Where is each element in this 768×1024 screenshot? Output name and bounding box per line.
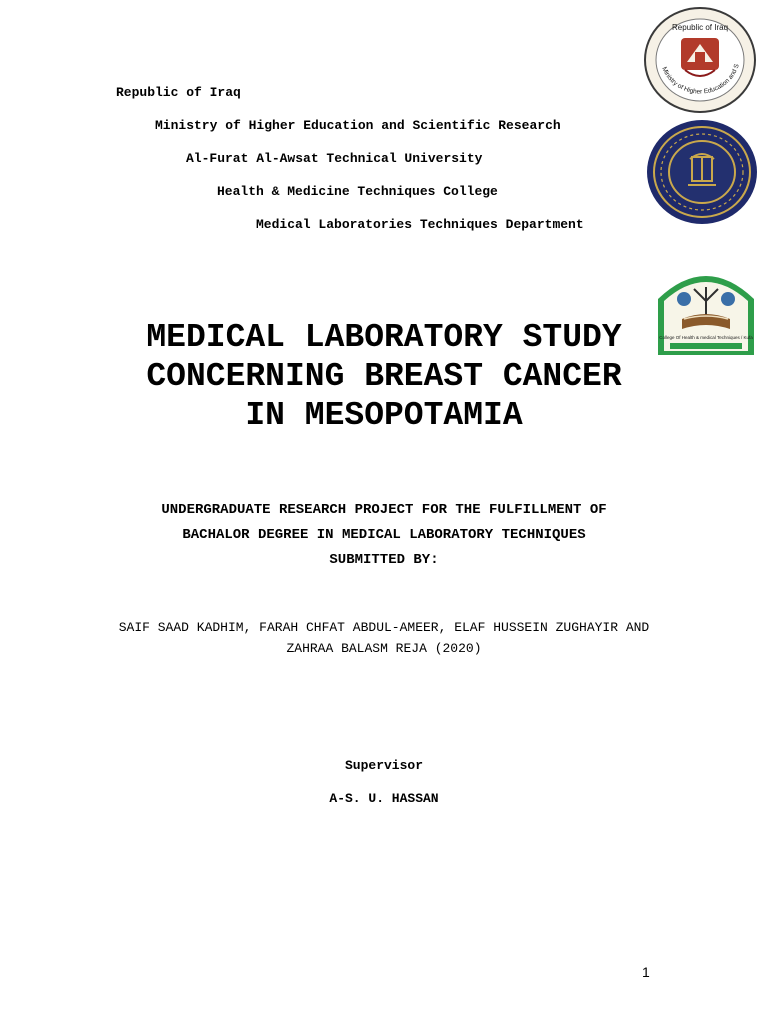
svg-text:Ministry of Higher Education a: Ministry of Higher Education and S: [660, 63, 741, 96]
supervisor-label: Supervisor: [344, 758, 423, 773]
header-college: Health & Medicine Techniques College: [217, 184, 498, 199]
title-line-2: CONCERNING BREAST CANCER: [146, 358, 622, 395]
title-line-1: MEDICAL LABORATORY STUDY: [146, 319, 622, 356]
header-department: Medical Laboratories Techniques Department: [256, 217, 584, 232]
svg-text:Republic of Iraq: Republic of Iraq: [671, 23, 729, 32]
document-title: [0, 318, 768, 435]
ministry-seal-icon: [643, 6, 758, 114]
title-line-3: IN MESOPOTAMIA: [245, 397, 523, 434]
svg-text:College Of Health & medical Te: College Of Health & medical Techniques / Kufa: [659, 335, 753, 340]
page-number: 1: [642, 964, 650, 980]
document-subtitle: [0, 498, 768, 573]
subtitle-line-3: SUBMITTED BY:: [329, 552, 439, 568]
authors-line-1: SAIF SAAD KADHIM, FARAH CHFAT ABDUL-AMEER, ELAF HUSSEIN ZUGHAYIR AND: [118, 620, 650, 635]
header-ministry: Ministry of Higher Education and Scientific Research: [155, 118, 561, 133]
authors-line-2: ZAHRAA BALASM REJA (2020): [286, 641, 482, 656]
subtitle-line-1: UNDERGRADUATE RESEARCH PROJECT FOR THE FULFILLMENT OF: [161, 502, 607, 518]
subtitle-line-2: BACHALOR DEGREE IN MEDICAL LABORATORY TECHNIQUES: [182, 527, 586, 543]
supervisor-name: A-S. U. HASSAN: [329, 791, 439, 806]
header-republic: Republic of Iraq: [116, 85, 241, 100]
header-university: Al-Furat Al-Awsat Technical University: [186, 151, 483, 166]
university-seal-icon: [646, 119, 759, 226]
author-list: [0, 617, 768, 659]
